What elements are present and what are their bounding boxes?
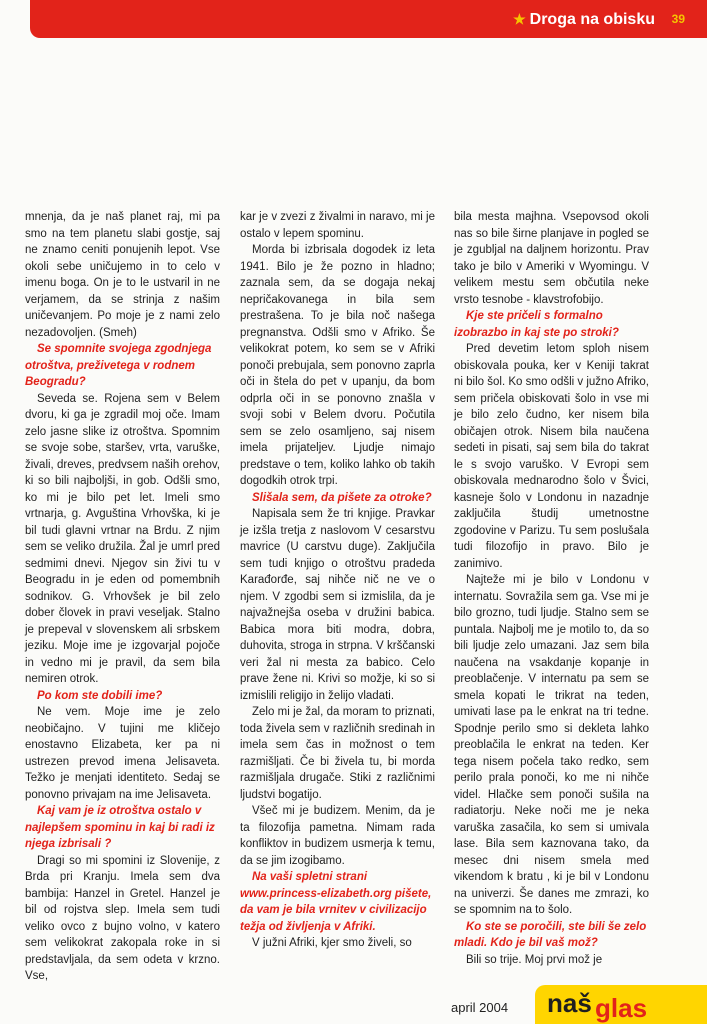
- interview-question: Po kom ste dobili ime?: [37, 689, 163, 702]
- issue-date: april 2004: [451, 1000, 509, 1015]
- interview-question: Kaj vam je iz otroštva ostalo v najlepšem spominu in kaj bi radi iz njega izbrisali ?: [25, 805, 215, 850]
- paragraph: Seveda se. Rojena sem v Belem dvoru, ki ga je zgradil moj oče. Imam zelo jasne slike iz otroštva. Spomnim se svoje sobe, staršev, vrta, varuške, živali, dreves, predvsem naših orehov, ki so bili najboljši, in gob. Odšli smo, ko mi je bilo pet let. Imeli smo vrtnarja, g. Avguština Vrhovška, ki je bil tudi glavni vrtnar na Brdu. Z njim sem se veliko družila. Žal je umrl pred sedmimi dnevi. Njegov sin živi tu v Beogradu in je eden od pomembnih sodnikov. G. Vrhovšek je bil zelo dober človek in pravi veseljak. Stalno je prepeval v slovenskem ali srbskem jeziku. Moje ime je izgovarjal pojoče in vedno mi je pravil, da sem bila nemiren otrok.: [25, 392, 220, 685]
- logo-nas-text: naš: [547, 988, 592, 1018]
- interview-question: Ko ste se poročili, ste bili še zelo mladi. Kdo je bil vaš mož?: [454, 920, 647, 949]
- paragraph: Pred devetim letom sploh nisem obiskovala pouka, ker v Keniji takrat ni bilo šol. Ko smo odšli v južno Afriko, sem pričela obiskovati šolo in vse mi je bilo zelo čudno, ker nisem bila običajen otrok. Nisem bila naučena sedeti in pisati, saj sem bila do takrat le s svojo varuško. V Evropi sem obiskovala mednarodno šolo v Švici, kasneje šolo v Londonu in nazadnje zaključila študij umetnostne zgodovine v Parizu. Tu sem poslušala tudi filozofijo in pravo. Bilo je zanimivo.: [454, 343, 649, 570]
- paragraph: Dragi so mi spomini iz Slovenije, z Brda pri Kranju. Imela sem dva bambija: Hanzel in Gretel. Hanzel je bil od rojstva slep. Imela sem tudi veliko ovco z bujno volno, v katero sem velikokrat zakopala roke in si predstavljala, da sem odeta v krzno. Vse,: [25, 854, 220, 982]
- paragraph: Všeč mi je budizem. Menim, da je ta filozofija pametna. Nimam rada konfliktov in budizem usmerja k temu, da se jim izogibamo.: [240, 805, 435, 867]
- article-column-2: [240, 209, 435, 952]
- paragraph: kar je v zvezi z živalmi in naravo, mi je ostalo v lepem spominu.: [240, 211, 435, 240]
- article-column-3: [454, 209, 649, 968]
- interview-question: Na vaši spletni strani www.princess-elizabeth.org pišete, da vam je bila vrnitev v civilizacijo težja od življenja v Afriki.: [240, 871, 432, 933]
- paragraph: Bili so trije. Moj prvi mož je: [466, 953, 603, 966]
- paragraph: Napisala sem že tri knjige. Pravkar je izšla tretja z naslovom V cesarstvu mavrice (U carstvu duge). Zaključila sem tudi knjigo o otroštvu pradeda Karađorđe, saj nihče nič ne ve o njem. V zgodbi sem si izmislila, da je najvažnejša oseba v družini babica. Babica mora biti modra, dobra, duhovita, stroga in strpna. V krščanski veri žal ni mesta za babico. Celo prave žene ni. Krivi so možje, ki so si izmislili religijo in želijo vladati.: [240, 508, 435, 702]
- paragraph: Ne vem. Moje ime je zelo neobičajno. V tujini me kličejo enostavno Elizabeta, ker pa ni ustrezen prevod imena Jelisaveta. Težko je menjati identiteto. Sedaj se ponovno privajam na ime Jelisaveta.: [25, 706, 220, 801]
- interview-question: Se spomnite svojega zgodnjega otroštva, preživetega v rodnem Beogradu?: [25, 343, 212, 388]
- paragraph: Zelo mi je žal, da moram to priznati, toda živela sem v različnih sredinah in imela sem čas in možnost o tem razmišljati. Če bi živela tu, bi morda razmišljala drugače. Stiki z različnimi ljudstvi bogatijo.: [240, 706, 435, 801]
- paragraph: V južni Afriki, kjer smo živeli, so: [252, 937, 412, 949]
- paragraph: Morda bi izbrisala dogodek iz leta 1941. Bilo je že pozno in hladno; zaznala sem, da se dogaja nekaj nepričakovanega in bila sem prestrašena. To je bila noč našega pregnanstva. Odšli smo v Afriko. Še velikokrat potem, ko sem se v Afriki ponoči prebujala, sem ponovno zaprla oči in štela do pet v upanju, da bom odprla oči in se ponovno znašla v svoji sobi v Belem dvoru. Počutila sem se zelo osamljeno, saj nisem imela prijateljev. Ljudje nimajo predstave o tem, koliko lahko ob takih dogodkih otrok trpi.: [240, 244, 435, 487]
- interview-question: Slišala sem, da pišete za otroke?: [252, 491, 432, 504]
- paragraph: bila mesta majhna. Vsepovsod okoli nas so bile širne planjave in pogled se je zgubljal na daljnem horizontu. Prav tako je bilo v Ameriki v Wyomingu. V velikem mestu sem občutila neke vrsto tesnobe - klavstrofobijo.: [454, 211, 649, 306]
- article-column-1: [25, 209, 220, 985]
- star-icon: ★: [513, 11, 526, 27]
- paragraph: mnenja, da je naš planet raj, mi pa smo na tem planetu slabi gostje, saj ne znamo ceniti ponujenih lepot. Vse okoli sebe uničujemo in to celo v imenu boga. On je to le ustvaril in ne verjamem, da se strinja z našim uničevanjem. Po moje je z nami zelo nezadovoljen. (Smeh): [25, 211, 220, 339]
- header-bar: [30, 0, 707, 38]
- logo-glas-text: glas: [595, 993, 648, 1023]
- paragraph: Najteže mi je bilo v Londonu v internatu. Sovražila sem ga. Vse mi je bilo grozno, tudi ljudje. Stalno sem se puntala. Najbolj me je motilo to, da so bili ljudje zelo umazani. Jaz sem bila naučena na vsakdanje kopanje in preoblačenje. V internatu pa sem se smela kopati le trikrat na teden, umivati lase pa le enkrat na tri tedne. Spodnje perilo smo si dekleta lahko preoblačila le enkrat na teden. Ker tega nisem počela tako redko, sem perilo prala ponoči, ko me ni nihče videl. Hlačke sem ponoči sušila na radiatorju. Neke noči me je neka varuška zasačila, ko sem si umivala lase. Bila sem kaznovana tako, da mesec dni nisem smela med vikendom k bratu , ki je bil v Londonu na univerzi. Še danes me zmrazi, ko se spomnim na to šolo.: [454, 574, 649, 916]
- section-title-text: Droga na obisku: [529, 11, 655, 28]
- interview-question: Kje ste pričeli s formalno izobrazbo in kaj ste po stroki?: [454, 310, 619, 339]
- page-number: 39: [671, 12, 685, 26]
- magazine-logo: [535, 985, 707, 1024]
- section-title: [513, 8, 655, 30]
